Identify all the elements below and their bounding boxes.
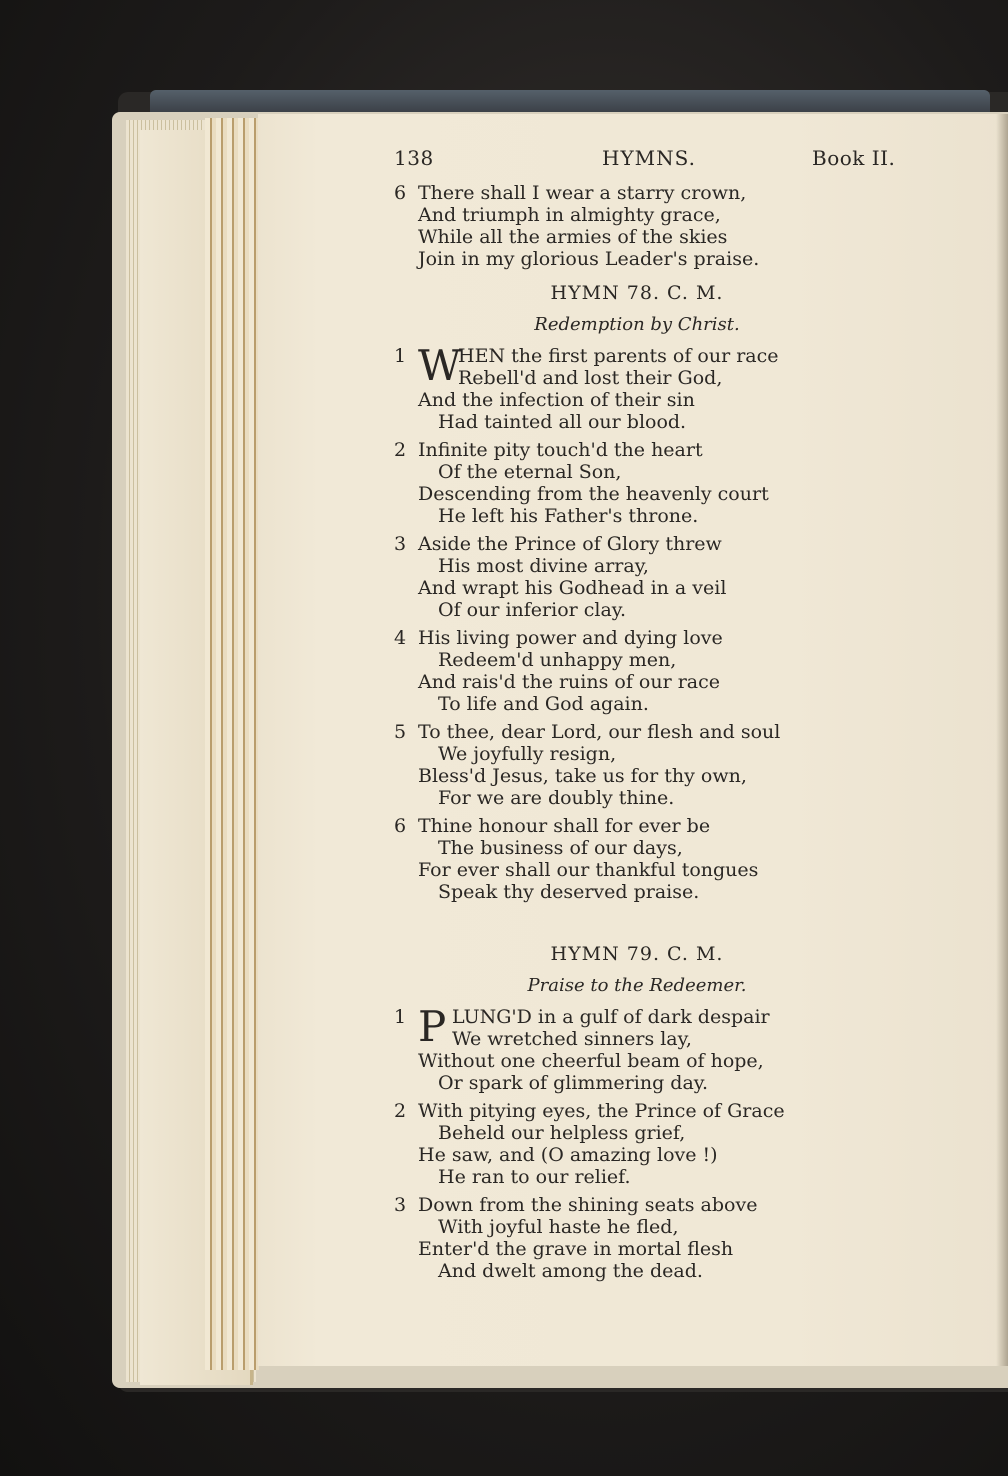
verse-line: Down from the shining seats above [418, 1194, 758, 1216]
verse-line: With pitying eyes, the Prince of Grace [418, 1100, 785, 1122]
verse-line: With joyful haste he fled, [438, 1216, 679, 1238]
verse-line: Had tainted all our blood. [438, 411, 687, 433]
page-number: 138 [394, 146, 434, 170]
verse-line: We wretched sinners lay, [452, 1028, 692, 1050]
stanza-number: 5 [394, 721, 407, 743]
verse-line: The business of our days, [438, 837, 683, 859]
verse-line: Bless'd Jesus, take us for thy own, [418, 765, 747, 787]
verse-line: He left his Father's throne. [438, 505, 699, 527]
stanza-number: 6 [394, 815, 407, 837]
verse-line: Descending from the heavenly court [418, 483, 769, 505]
drop-cap: P [418, 1002, 447, 1051]
verse-line: For ever shall our thankful tongues [418, 859, 759, 881]
verse-line: Infinite pity touch'd the heart [418, 439, 703, 461]
verse-line: His living power and dying love [418, 627, 723, 649]
verse-line: And rais'd the ruins of our race [418, 671, 721, 693]
verse-line: While all the armies of the skies [418, 226, 728, 248]
page-gutter [205, 118, 259, 1370]
verse-line: Thine honour shall for ever be [418, 815, 711, 837]
stanza [392, 1100, 922, 1188]
verse-line: Speak thy deserved praise. [438, 881, 700, 903]
hymn-subtitle: Praise to the Redeemer. [527, 975, 747, 996]
stanza-number: 6 [394, 182, 407, 204]
verse-line: Join in my glorious Leader's praise. [418, 248, 760, 270]
verse-line: Beheld our helpless grief, [438, 1122, 686, 1144]
running-title: HYMNS. [602, 146, 696, 170]
verse-line: There shall I wear a starry crown, [418, 182, 747, 204]
stanza [392, 721, 922, 809]
verse-line: Without one cheerful beam of hope, [418, 1050, 764, 1072]
stanza-number: 3 [394, 533, 407, 555]
verse-line: He ran to our relief. [438, 1166, 631, 1188]
verse-line: And the infection of their sin [418, 389, 695, 411]
verse-line: We joyfully resign, [438, 743, 617, 765]
book-label: Book II. [812, 146, 896, 170]
verse-line: For we are doubly thine. [438, 787, 675, 809]
verse-line: Aside the Prince of Glory threw [418, 533, 722, 555]
stanza [392, 1002, 922, 1094]
verse-line: He saw, and (O amazing love !) [418, 1144, 718, 1166]
verse-line: His most divine array, [438, 555, 649, 577]
hymn-heading: HYMN 79. C. M. [550, 943, 724, 965]
stanza-number: 4 [394, 627, 407, 649]
verse-line: HEN the first parents of our race [458, 345, 779, 367]
page-text [392, 146, 922, 1288]
stanza [392, 533, 922, 621]
stanza [392, 341, 922, 433]
spacer [392, 909, 922, 931]
stanza [392, 1194, 922, 1282]
hymn-subtitle: Redemption by Christ. [534, 314, 740, 335]
stanza-number: 1 [394, 1006, 407, 1028]
drop-cap: W [418, 341, 462, 390]
stanza [392, 182, 922, 270]
verse-line: To life and God again. [438, 693, 649, 715]
verse-line: And triumph in almighty grace, [418, 204, 721, 226]
stanza [392, 627, 922, 715]
verse-line: To thee, dear Lord, our flesh and soul [418, 721, 781, 743]
cover-spine-edge [150, 90, 990, 112]
verse-line: Rebell'd and lost their God, [458, 367, 723, 389]
stanza [392, 815, 922, 903]
running-head [392, 146, 922, 182]
stanza-number: 2 [394, 439, 407, 461]
page-shadow [996, 114, 1008, 1366]
verse-line: Of our inferior clay. [438, 599, 627, 621]
verse-line: Redeem'd unhappy men, [438, 649, 677, 671]
verse-line: Or spark of glimmering day. [438, 1072, 709, 1094]
verse-line: And dwelt among the dead. [438, 1260, 703, 1282]
stanza-number: 2 [394, 1100, 407, 1122]
stanza-number: 1 [394, 345, 407, 367]
stanza [392, 439, 922, 527]
verse-line: And wrapt his Godhead in a veil [418, 577, 727, 599]
verse-line: Enter'd the grave in mortal flesh [418, 1238, 734, 1260]
hymn-heading: HYMN 78. C. M. [550, 282, 724, 304]
verse-line: LUNG'D in a gulf of dark despair [452, 1006, 770, 1028]
stanza-number: 3 [394, 1194, 407, 1216]
verse-line: Of the eternal Son, [438, 461, 622, 483]
